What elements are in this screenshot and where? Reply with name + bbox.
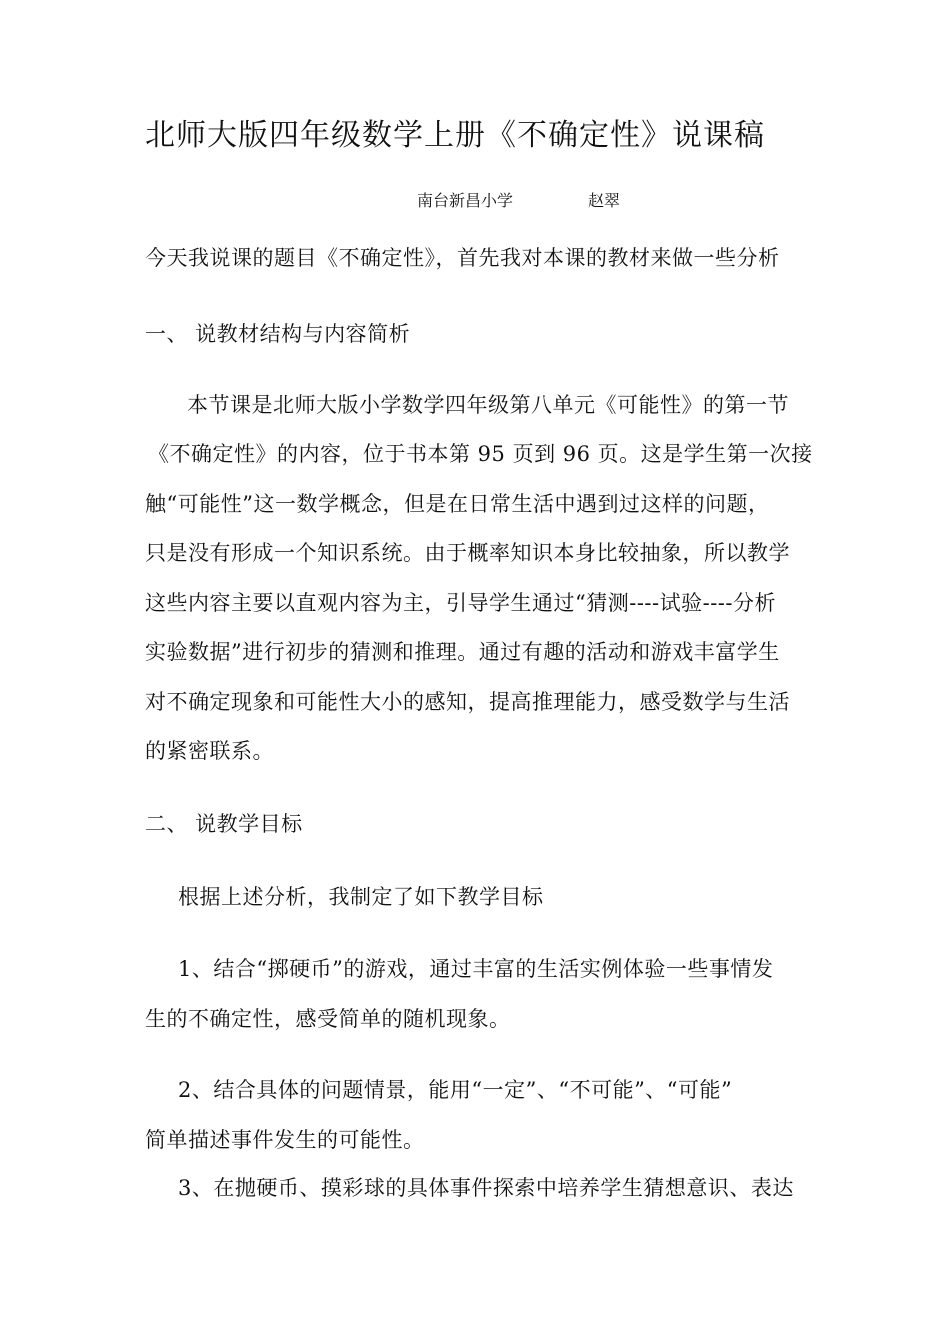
paragraph-line: 这些内容主要以直观内容为主，引导学生通过“猜测----试验----分析 bbox=[145, 591, 776, 615]
section-heading-1: 一、 说教材结构与内容简析 bbox=[145, 322, 411, 346]
author-name: 赵翠 bbox=[588, 191, 621, 210]
goal-3-line: 3、在抛硬币、摸彩球的具体事件探索中培养学生猜想意识、表达 bbox=[178, 1176, 794, 1200]
paragraph-line: 对不确定现象和可能性大小的感知，提高推理能力，感受数学与生活 bbox=[145, 690, 790, 714]
paragraph-line: 实验数据”进行初步的猜测和推理。通过有趣的活动和游戏丰富学生 bbox=[145, 640, 780, 664]
goal-2-line: 2、结合具体的问题情景，能用“一定”、“不可能”、“可能” bbox=[178, 1078, 733, 1102]
paragraph-line: 触“可能性”这一数学概念，但是在日常生活中遇到过这样的问题， bbox=[145, 492, 770, 516]
document-title: 北师大版四年级数学上册《不确定性》说课稿 bbox=[145, 118, 765, 153]
goal-1-line: 生的不确定性，感受简单的随机现象。 bbox=[145, 1007, 511, 1031]
author-school: 南台新昌小学 bbox=[417, 191, 514, 210]
goal-2-line: 简单描述事件发生的可能性。 bbox=[145, 1128, 425, 1152]
goal-1-line: 1、结合“掷硬币”的游戏，通过丰富的生活实例体验一些事情发 bbox=[178, 957, 774, 981]
paragraph-line: 本节课是北师大版小学数学四年级第八单元《可能性》的第一节 bbox=[187, 393, 789, 417]
section-heading-2: 二、 说教学目标 bbox=[145, 812, 303, 836]
intro-paragraph: 今天我说课的题目《不确定性》，首先我对本课的教材来做一些分析 bbox=[145, 246, 780, 270]
paragraph-line: 只是没有形成一个知识系统。由于概率知识本身比较抽象，所以教学 bbox=[145, 541, 790, 565]
paragraph-line: 的紧密联系。 bbox=[145, 739, 274, 763]
paragraph-line: 《不确定性》的内容，位于书本第 95 页到 96 页。这是学生第一次接 bbox=[148, 442, 813, 466]
goals-lead: 根据上述分析，我制定了如下教学目标 bbox=[178, 885, 544, 909]
